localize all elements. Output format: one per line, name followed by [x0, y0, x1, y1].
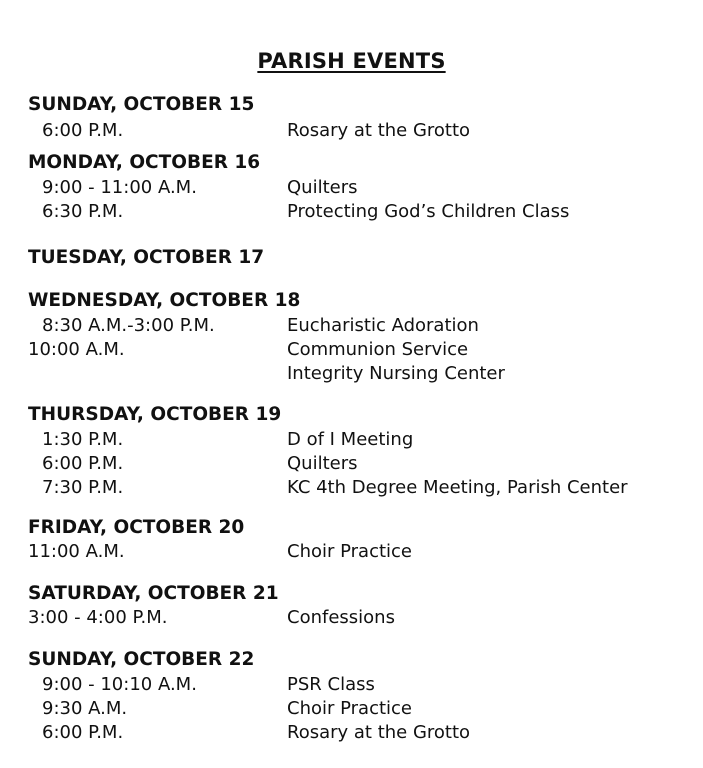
event-time: 6:30 P.M. [42, 201, 124, 222]
day-heading: SUNDAY, OCTOBER 22 [28, 649, 255, 670]
event-description: Quilters [287, 453, 358, 474]
event-description: PSR Class [287, 674, 375, 695]
event-description: Rosary at the Grotto [287, 120, 471, 141]
event-time: 11:00 A.M. [28, 541, 125, 562]
event-time: 9:00 - 10:10 A.M. [42, 674, 197, 695]
day-heading: WEDNESDAY, OCTOBER 18 [28, 290, 301, 311]
day-heading: TUESDAY, OCTOBER 17 [28, 247, 265, 268]
event-time: 3:00 - 4:00 P.M. [28, 607, 168, 628]
day-heading: THURSDAY, OCTOBER 19 [28, 404, 282, 425]
event-time: 6:00 P.M. [42, 722, 124, 743]
event-time: 6:00 P.M. [42, 120, 124, 141]
event-time: 7:30 P.M. [42, 477, 124, 498]
event-description: KC 4th Degree Meeting, Parish Center [287, 477, 628, 498]
event-description: Rosary at the Grotto [287, 722, 471, 743]
event-description: D of I Meeting [287, 429, 414, 450]
event-description: Choir Practice [287, 698, 413, 719]
event-time: 10:00 A.M. [28, 339, 125, 360]
event-description: Confessions [287, 607, 395, 628]
event-time: 9:00 - 11:00 A.M. [42, 177, 197, 198]
day-heading: MONDAY, OCTOBER 16 [28, 152, 261, 173]
page-title: PARISH EVENTS [257, 49, 446, 73]
event-time: 9:30 A.M. [42, 698, 128, 719]
event-time: 6:00 P.M. [42, 453, 124, 474]
event-description: Communion Service [287, 339, 469, 360]
event-description: Protecting God’s Children Class [287, 201, 570, 222]
day-heading: FRIDAY, OCTOBER 20 [28, 517, 245, 538]
event-description: Quilters [287, 177, 358, 198]
day-heading: SATURDAY, OCTOBER 21 [28, 583, 279, 604]
event-time: 1:30 P.M. [42, 429, 124, 450]
event-location: Integrity Nursing Center [287, 363, 505, 384]
event-time: 8:30 A.M.-3:00 P.M. [42, 315, 215, 336]
event-description: Choir Practice [287, 541, 413, 562]
event-description: Eucharistic Adoration [287, 315, 479, 336]
day-heading: SUNDAY, OCTOBER 15 [28, 94, 255, 115]
